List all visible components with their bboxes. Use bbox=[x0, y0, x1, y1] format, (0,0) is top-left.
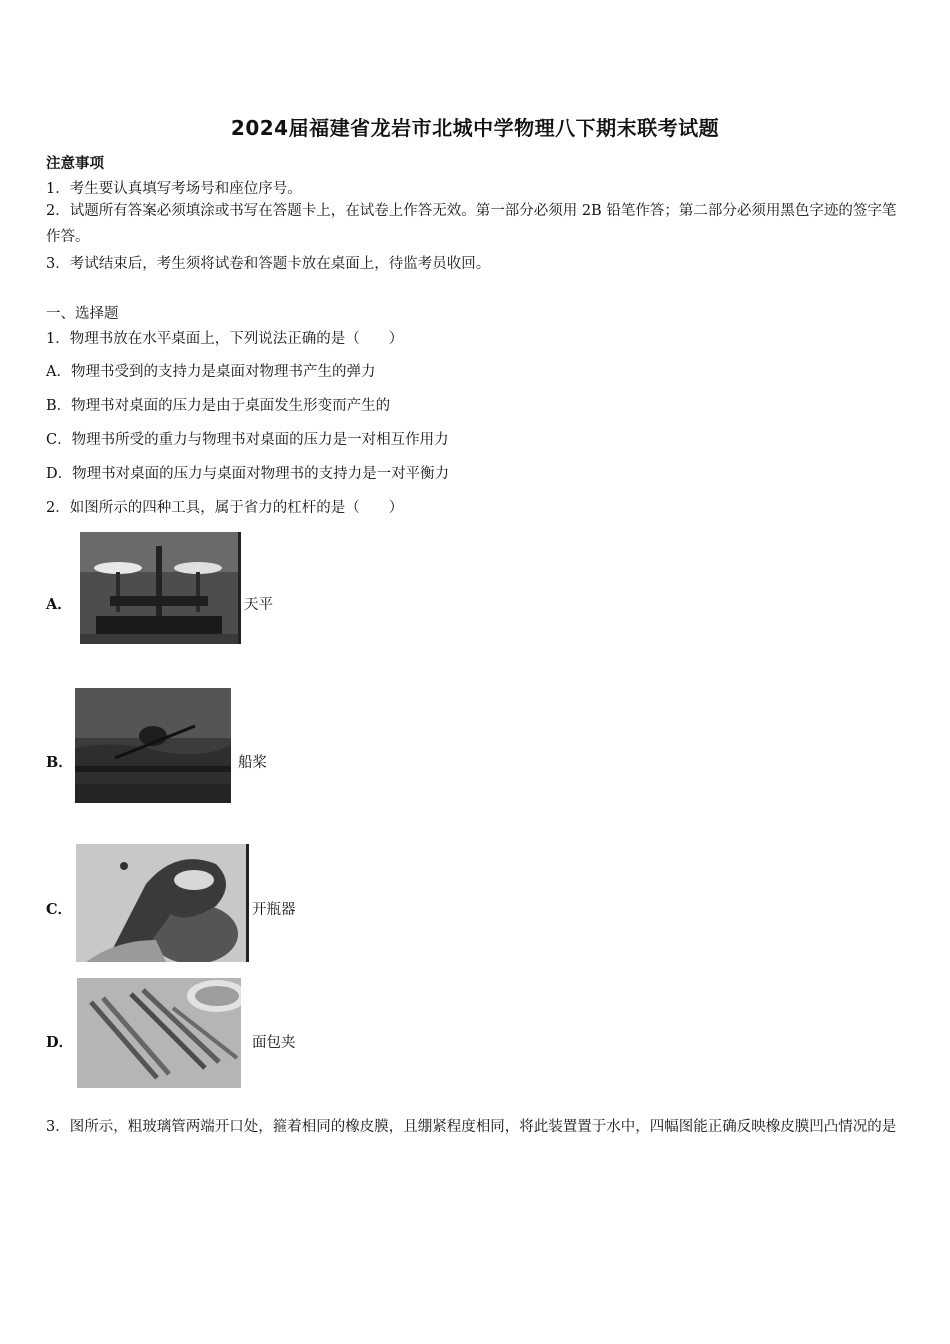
q1-option-c: C．物理书所受的重力与物理书对桌面的压力是一对相互作用力 bbox=[46, 432, 449, 448]
notice-item-2: 2．试题所有答案必须填涂或书写在答题卡上，在试卷上作答无效。第一部分必须用 2B 铅笔作答；第二部分必须用黑色字迹的签字笔作答。 bbox=[46, 203, 897, 245]
q2-option-b-letter: B． bbox=[46, 754, 73, 771]
q2-option-c-letter: C． bbox=[46, 901, 73, 918]
bread-tongs-photo bbox=[77, 978, 241, 1088]
section-heading: 一、选择题 bbox=[46, 306, 119, 322]
notice-item-1: 1．考生要认真填写考场号和座位序号。 bbox=[46, 181, 302, 197]
q1-option-b: B．物理书对桌面的压力是由于桌面发生形变而产生的 bbox=[46, 398, 391, 414]
photo-frame-edge bbox=[238, 532, 241, 644]
bottle-opener-photo bbox=[76, 844, 246, 962]
rowing-oar-photo bbox=[75, 688, 231, 803]
q2-option-a-letter: A． bbox=[46, 596, 72, 613]
q1-option-a: A．物理书受到的支持力是桌面对物理书产生的弹力 bbox=[46, 364, 376, 380]
q2-stem: 2．如图所示的四种工具，属于省力的杠杆的是（ ） bbox=[46, 500, 404, 516]
photo-frame-edge bbox=[246, 844, 249, 962]
q2-option-d-letter: D． bbox=[46, 1034, 74, 1051]
q1-option-d: D．物理书对桌面的压力与桌面对物理书的支持力是一对平衡力 bbox=[46, 466, 450, 482]
q2-option-d-label: 面包夹 bbox=[252, 1035, 296, 1051]
page-title: 2024届福建省龙岩市北城中学物理八下期末联考试题 bbox=[230, 116, 720, 140]
q1-stem: 1．物理书放在水平桌面上，下列说法正确的是（ ） bbox=[46, 331, 404, 347]
balance-scale-photo bbox=[80, 532, 238, 644]
notice-item-3: 3．考试结束后，考生须将试卷和答题卡放在桌面上，待监考员收回。 bbox=[46, 256, 491, 272]
notice-heading: 注意事项 bbox=[46, 155, 104, 172]
q2-option-b-label: 船桨 bbox=[238, 755, 267, 771]
q2-option-a-label: 天平 bbox=[244, 597, 273, 613]
q3-stem: 3．图所示，粗玻璃管两端开口处，箍着相同的橡皮膜，且绷紧程度相同，将此装置置于水中，四幅图能正确反映橡皮膜凹凸情况的是 bbox=[46, 1119, 897, 1135]
q2-option-c-label: 开瓶器 bbox=[252, 902, 296, 918]
